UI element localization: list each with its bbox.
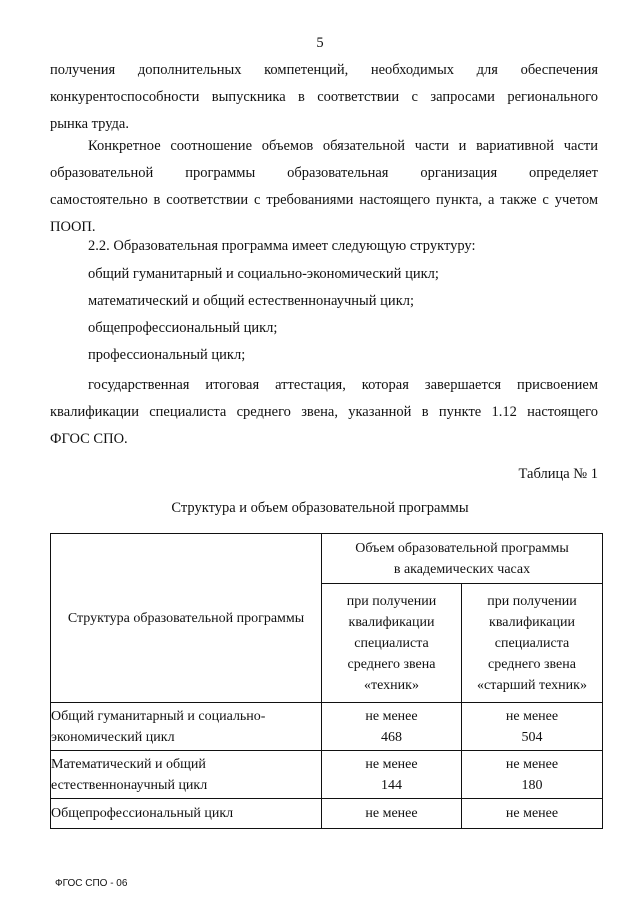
header-line: среднего звена bbox=[347, 656, 436, 672]
table-label: Таблица № 1 bbox=[518, 466, 598, 482]
header-senior-technician-cell bbox=[462, 584, 603, 703]
cycle-name-line: Общий гуманитарный и социально- bbox=[51, 708, 266, 724]
cycle-name-cell bbox=[51, 703, 322, 751]
header-line: при получении bbox=[346, 593, 437, 609]
text-line: рынка труда. bbox=[50, 116, 129, 132]
header-line: специалиста bbox=[354, 635, 429, 651]
paragraph-attestation bbox=[50, 372, 598, 453]
cycle-name-line: экономический цикл bbox=[51, 729, 175, 745]
header-volume-line: в академических часах bbox=[393, 561, 531, 577]
table-row bbox=[51, 799, 603, 829]
table-row bbox=[51, 751, 603, 799]
hours-qualifier: не менее bbox=[365, 806, 418, 821]
structure-table bbox=[50, 533, 603, 829]
paragraph-1 bbox=[50, 57, 598, 138]
cycle-name-cell bbox=[51, 751, 322, 799]
technician-hours-cell bbox=[322, 799, 462, 829]
header-line: среднего звена bbox=[488, 656, 576, 672]
header-volume-line: Объем образовательной программы bbox=[355, 540, 569, 556]
structure-item: математический и общий естественнонаучный цикл; bbox=[88, 293, 415, 309]
structure-item: профессиональный цикл; bbox=[88, 347, 246, 363]
senior-technician-hours-cell bbox=[462, 703, 603, 751]
technician-hours-cell bbox=[322, 751, 462, 799]
header-volume-cell bbox=[322, 534, 603, 584]
senior-technician-hours-cell bbox=[462, 799, 603, 829]
text-line: получения дополнительных компетенций, необходимых для обеспечения bbox=[50, 62, 598, 78]
text-line: конкурентоспособности выпускника в соответствии с запросами регионального bbox=[50, 89, 598, 105]
text-line: ПООП. bbox=[50, 219, 96, 235]
structure-item: общий гуманитарный и социально-экономический цикл; bbox=[88, 266, 439, 282]
text-line: ФГОС СПО. bbox=[50, 431, 128, 447]
header-line: квалификации bbox=[348, 614, 435, 630]
hours-qualifier: не менее bbox=[365, 708, 418, 724]
hours-value: 468 bbox=[381, 729, 402, 745]
hours-qualifier: не менее bbox=[505, 756, 559, 772]
text-line: государственная итоговая аттестация, которая завершается присвоением bbox=[88, 377, 598, 393]
hours-qualifier: не менее bbox=[505, 708, 559, 724]
header-structure-label: Структура образовательной программы bbox=[67, 610, 305, 626]
header-line: «старший техник» bbox=[477, 677, 587, 693]
structure-item: общепрофессиональный цикл; bbox=[88, 320, 278, 336]
hours-value: 144 bbox=[381, 777, 402, 793]
hours-value: 180 bbox=[521, 777, 543, 793]
cycle-name-line: естественнонаучный цикл bbox=[51, 777, 208, 793]
header-technician-cell bbox=[322, 584, 462, 703]
hours-value: 504 bbox=[521, 729, 543, 745]
cycle-name-line: Математический и общий bbox=[51, 756, 206, 772]
table-title: Структура и объем образовательной программы bbox=[171, 500, 469, 516]
header-line: квалификации bbox=[489, 614, 575, 630]
header-line: специалиста bbox=[494, 635, 570, 651]
cycle-name-cell bbox=[51, 799, 322, 829]
header-line: «техник» bbox=[364, 677, 419, 693]
hours-qualifier: не менее bbox=[505, 806, 559, 821]
text-line: Конкретное соотношение объемов обязательной части и вариативной части bbox=[88, 138, 598, 154]
text-line: образовательной программы образовательная организация определяет bbox=[50, 165, 598, 181]
cycle-name-line: Общепрофессиональный цикл bbox=[51, 806, 234, 821]
footer-document-code: ФГОС СПО - 06 bbox=[55, 878, 128, 889]
text-line: квалификации специалиста среднего звена, указанной в пункте 1.12 настоящего bbox=[50, 404, 598, 420]
page-number: 5 bbox=[316, 35, 324, 51]
text-line: самостоятельно в соответствии с требованиями настоящего пункта, а также с учетом bbox=[50, 192, 598, 208]
header-line: при получении bbox=[487, 593, 577, 609]
table-row bbox=[51, 703, 603, 751]
technician-hours-cell bbox=[322, 703, 462, 751]
structure-intro: 2.2. Образовательная программа имеет следующую структуру: bbox=[88, 238, 476, 254]
senior-technician-hours-cell bbox=[462, 751, 603, 799]
paragraph-2 bbox=[50, 133, 598, 241]
hours-qualifier: не менее bbox=[365, 756, 418, 772]
header-structure-cell bbox=[51, 534, 322, 703]
